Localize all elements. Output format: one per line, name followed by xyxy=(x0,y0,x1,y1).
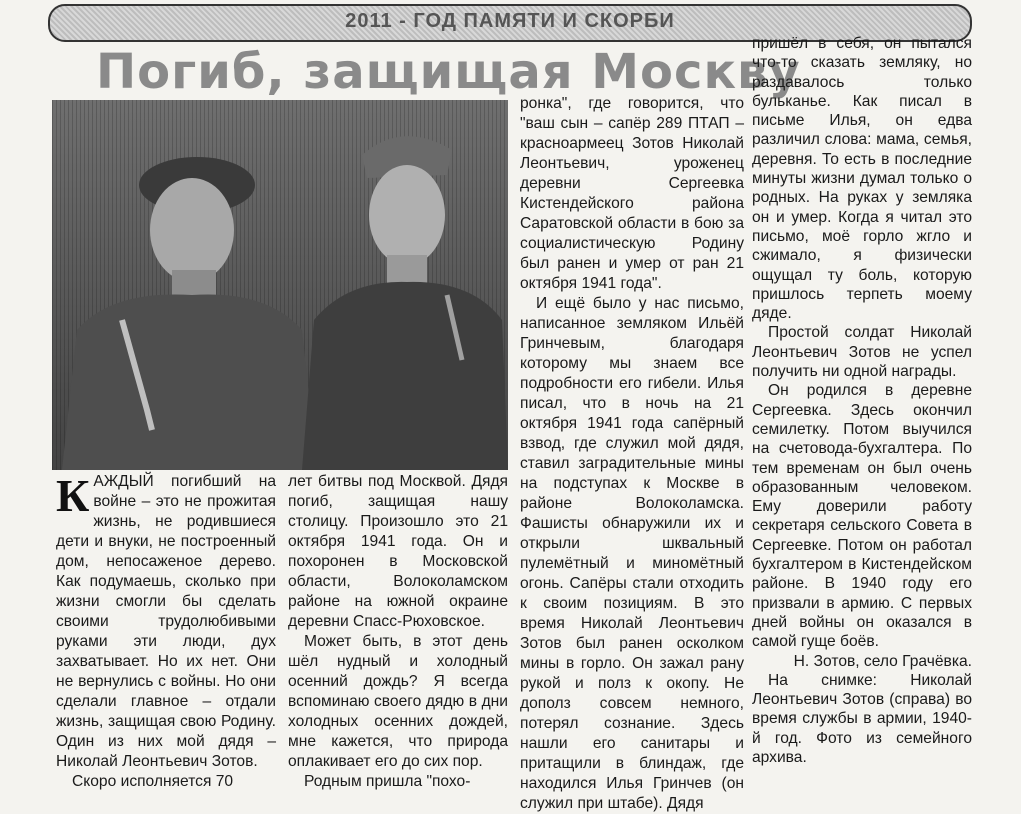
paragraph: Он родился в деревне Сергеевка. Здесь окончил семилетку. Потом выучился на счетовода-бухгалтера. По тем временам он был очень образованным человеком. Ему доверили работу секретаря сельского Совета в Сергеевке. Потом он работал бухгалтером в Кистендейском районе. В 1940 году его призвали в армию. С первых дней войны он оказался в самой гуще боёв. xyxy=(752,382,972,651)
article-column-1 xyxy=(56,472,276,792)
banner-text: 2011 - ГОД ПАМЯТИ И СКОРБИ xyxy=(345,10,675,32)
paragraph: Может быть, в этот день шёл нудный и холодный осенний дождь? Я всегда вспоминаю своего дядю в дни холодных осенних дождей, мне кажется, что природа оплакивает его до сих пор. xyxy=(288,633,508,770)
article-column-4 xyxy=(752,34,972,767)
paragraph: Скоро исполняется 70 xyxy=(72,773,234,790)
article-column-2 xyxy=(288,472,508,792)
article-column-3 xyxy=(520,94,744,814)
portrait-photo-icon xyxy=(52,100,508,470)
paragraph xyxy=(56,472,276,772)
paragraph: пришёл в себя, он пытался что-то сказать земляку, но раздавалось только бульканье. Как писал в письме Илья, он едва различил слова: мама, семья, деревня. То есть в последние минуты жизни думал только о родных. На руках у земляка он и умер. Когда я читал это письмо, моё горло жгло и сжимало, я физически ощущал ту боль, которую пришлось терпеть моему дяде. xyxy=(752,35,972,323)
headline: Погиб, защищая Москву xyxy=(96,44,801,100)
signature: Н. Зотов, село Грачёвка. xyxy=(793,652,972,670)
dropcap: К xyxy=(56,470,90,521)
paragraph: Родным пришла "похо- xyxy=(304,773,471,790)
lead-word: АЖДЫЙ xyxy=(93,473,154,490)
paragraph: ронка", где говорится, что "ваш сын – сапёр 289 ПТАП – красноармеец Зотов Николай Леонтьевич, уроженец деревни Сергеевка Кистендейского района Саратовской области в бою за социалистическую Родину был ранен и умер от ран 21 октября 1941 года". xyxy=(520,95,744,292)
article-photo xyxy=(52,100,508,470)
paragraph: И ещё было у нас письмо, написанное земляком Ильёй Гринчевым, благодаря которому мы знаем все подробности его гибели. Илья писал, что в ночь на 21 октября 1941 года сапёрный взвод, где служил мой дядя, ставил заградительные мины на подступах к Москве в районе Волоколамска. Фашисты обнаружили их и открыли шквальный пулемётный и миномётный огонь. Сапёры стали отходить к своим позициям. В это время Николай Леонтьевич Зотов был ранен осколком мины в горло. Он зажал рану рукой и полз к окопу. Не дополз совсем немного, потерял сознание. Здесь нашли его санитары и притащили в блиндаж, где находился Илья Гринчев (он служил при штабе). Дядя xyxy=(520,295,744,812)
paragraph-text: погибший на войне – это не прожитая жизнь, не родившиеся дети и внуки, не построенный дом, непосаженое дерево. Как подумаешь, сколько при жизни смогли бы сделать своими трудолюбивыми руками эти люди, дух захватывает. Но их нет. Они не вернулись с войны. Но они сделали главное – отдали жизнь, защищая свою Родину. Один из них мой дядя – Николай Леонтьевич Зотов. xyxy=(56,473,276,770)
paragraph: лет битвы под Москвой. Дядя погиб, защищая нашу столицу. Произошло это 21 октября 1941 года. Он и похоронен в Московской области, Волоколамском районе на южной окраине деревни Спасс-Рюховское. xyxy=(288,473,508,630)
photo-caption: На снимке: Николай Леонтьевич Зотов (справа) во время службы в армии, 1940-й год. Фото из семейного архива. xyxy=(752,671,972,766)
paragraph: Простой солдат Николай Леонтьевич Зотов не успел получить ни одной награды. xyxy=(752,324,972,381)
